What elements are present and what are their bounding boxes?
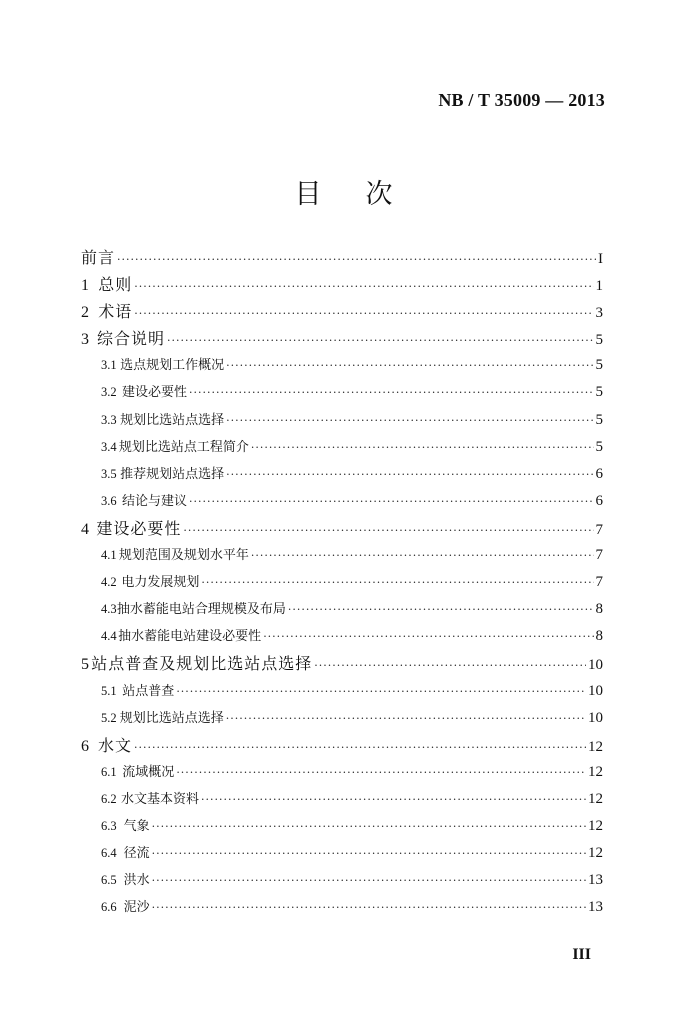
toc-entry-page: 7 (595, 547, 603, 564)
toc-entry-number: 6.2 (101, 791, 117, 806)
toc-entry[interactable] (81, 840, 603, 867)
toc-entry[interactable] (81, 352, 603, 379)
toc-entry-page: 10 (588, 657, 603, 674)
toc-entry-page: 13 (588, 899, 603, 916)
toc-entry-label: 规划比选站点选择 (120, 412, 225, 428)
toc-entry-number: 4.2 (101, 575, 117, 590)
toc-entry-number: 1 (81, 277, 89, 295)
toc-entry[interactable] (81, 325, 603, 352)
toc-entry-label: 术语 (98, 302, 133, 322)
toc-leader-dots (152, 867, 586, 894)
toc-entry-label: 规划比选站点选择 (119, 710, 224, 726)
toc-leader-dots (189, 488, 593, 515)
toc-entry-label: 规划比选站点工程简介 (118, 439, 249, 455)
toc-leader-dots (201, 569, 593, 596)
toc-entry[interactable] (81, 759, 603, 786)
toc-entry-number: 4.1 (101, 548, 117, 563)
toc-entry-number: 5 (81, 656, 89, 674)
table-of-contents (81, 244, 603, 921)
toc-leader-dots (176, 678, 586, 705)
toc-entry-label: 结论与建议 (122, 493, 188, 509)
toc-entry-label: 综合说明 (97, 329, 166, 349)
toc-entry[interactable] (81, 488, 603, 515)
toc-entry-number: 3.3 (101, 412, 117, 427)
toc-entry-number: 6.4 (101, 846, 117, 861)
toc-entry-number: 3.6 (101, 493, 117, 508)
toc-entry-number: 4 (81, 520, 89, 538)
toc-entry[interactable] (81, 542, 603, 569)
toc-entry-page: 12 (588, 763, 603, 780)
toc-entry-page: 1 (595, 278, 603, 295)
toc-entry-page: 5 (595, 332, 603, 349)
toc-entry-number: 3.2 (101, 385, 117, 400)
toc-leader-dots (176, 759, 586, 786)
toc-entry[interactable] (81, 569, 603, 596)
toc-leader-dots (201, 786, 586, 813)
toc-entry[interactable] (81, 732, 603, 759)
toc-entry-number: 3.4 (101, 439, 117, 454)
toc-entry-number: 4.3 (101, 602, 117, 617)
toc-leader-dots (251, 434, 594, 461)
toc-entry-label: 气象 (123, 818, 150, 834)
toc-entry-number: 4.4 (101, 629, 117, 644)
toc-entry-number: 5.1 (101, 683, 117, 698)
toc-entry-label: 径流 (123, 846, 150, 862)
toc-entry[interactable] (81, 705, 603, 732)
toc-entry-number: 6.6 (101, 900, 117, 915)
toc-entry-page: 13 (588, 872, 603, 889)
toc-leader-dots (288, 596, 594, 623)
toc-entry-label: 水文基本资料 (121, 791, 200, 807)
toc-entry-label: 建设必要性 (96, 518, 182, 538)
toc-entry[interactable] (81, 786, 603, 813)
toc-entry[interactable] (81, 271, 603, 298)
toc-leader-dots (152, 813, 586, 840)
toc-entry[interactable] (81, 894, 603, 921)
toc-entry[interactable] (81, 407, 603, 434)
toc-entry-page: 12 (588, 817, 603, 834)
toc-entry-page: 10 (588, 709, 603, 726)
toc-entry[interactable] (81, 244, 603, 271)
toc-entry-page: 8 (595, 628, 603, 645)
toc-entry-page: 7 (595, 574, 603, 591)
toc-entry-label: 前言 (81, 248, 116, 267)
toc-entry-page: 3 (595, 305, 603, 322)
toc-entry-number: 3.5 (101, 466, 117, 481)
toc-entry-page: 6 (595, 492, 603, 509)
toc-entry-number: 5.2 (101, 710, 117, 725)
toc-entry-number: 6 (81, 737, 89, 755)
toc-entry-page: 5 (595, 357, 603, 374)
toc-entry-label: 总则 (98, 275, 133, 295)
toc-entry-label: 规划范围及规划水平年 (118, 548, 249, 564)
toc-entry[interactable] (81, 379, 603, 406)
toc-entry[interactable] (81, 678, 603, 705)
toc-entry-number: 3 (81, 331, 89, 349)
toc-leader-dots (134, 273, 593, 300)
toc-entry-label: 建设必要性 (122, 385, 188, 401)
toc-leader-dots (226, 352, 593, 379)
toc-entry-label: 推荐规划站点选择 (120, 466, 225, 482)
page-title: 目次 (294, 179, 437, 210)
toc-entry[interactable] (81, 461, 603, 488)
toc-entry-page: 6 (595, 465, 603, 482)
page-number: III (572, 946, 591, 963)
toc-entry[interactable] (81, 596, 603, 623)
toc-entry-page: 10 (588, 682, 603, 699)
toc-leader-dots (152, 840, 586, 867)
toc-entry[interactable] (81, 623, 603, 650)
toc-entry-label: 电力发展规划 (121, 575, 200, 591)
toc-leader-dots (226, 705, 586, 732)
toc-entry-number: 2 (81, 304, 89, 322)
toc-entry[interactable] (81, 515, 603, 542)
toc-entry-label: 站点普查 (122, 683, 175, 699)
toc-entry-label: 站点普查及规划比选站点选择 (91, 654, 313, 674)
toc-leader-dots (152, 894, 586, 921)
toc-leader-dots (183, 517, 593, 544)
toc-entry-number: 6.5 (101, 873, 117, 888)
toc-entry-label: 泥沙 (123, 900, 150, 916)
toc-entry[interactable] (81, 813, 603, 840)
toc-leader-dots (134, 300, 593, 327)
toc-leader-dots (251, 542, 594, 569)
toc-leader-dots (226, 407, 593, 434)
toc-entry-page: 5 (595, 411, 603, 428)
toc-entry-number: 3.1 (101, 358, 117, 373)
toc-entry-label: 水文 (97, 735, 132, 755)
toc-leader-dots (167, 327, 593, 354)
toc-entry-label: 选点规划工作概况 (120, 358, 225, 374)
toc-entry-page: 12 (588, 738, 603, 755)
toc-leader-dots (117, 246, 596, 273)
toc-entry-page: 5 (595, 438, 603, 455)
toc-leader-dots (134, 734, 586, 761)
toc-entry[interactable] (81, 867, 603, 894)
document-code: NB / T 35009 — 2013 (438, 90, 605, 110)
toc-entry-page: 7 (595, 521, 603, 538)
toc-entry-label: 抽水蓄能电站合理规模及布局 (116, 602, 286, 618)
toc-leader-dots (189, 379, 593, 406)
toc-entry-number: 6.3 (101, 818, 117, 833)
toc-entry[interactable] (81, 434, 603, 461)
toc-entry-page: 12 (588, 790, 603, 807)
toc-entry-page: 5 (595, 384, 603, 401)
toc-entry-label: 洪水 (123, 873, 150, 889)
toc-entry-page: 8 (595, 601, 603, 618)
toc-leader-dots (314, 652, 586, 679)
toc-entry[interactable] (81, 298, 603, 325)
toc-entry-page: I (598, 251, 603, 267)
toc-leader-dots (263, 623, 593, 650)
toc-entry[interactable] (81, 650, 603, 677)
toc-entry-page: 12 (588, 845, 603, 862)
toc-entry-label: 流域概况 (122, 764, 175, 780)
toc-entry-label: 抽水蓄能电站建设必要性 (118, 629, 262, 645)
toc-leader-dots (226, 461, 593, 488)
toc-entry-number: 6.1 (101, 764, 117, 779)
